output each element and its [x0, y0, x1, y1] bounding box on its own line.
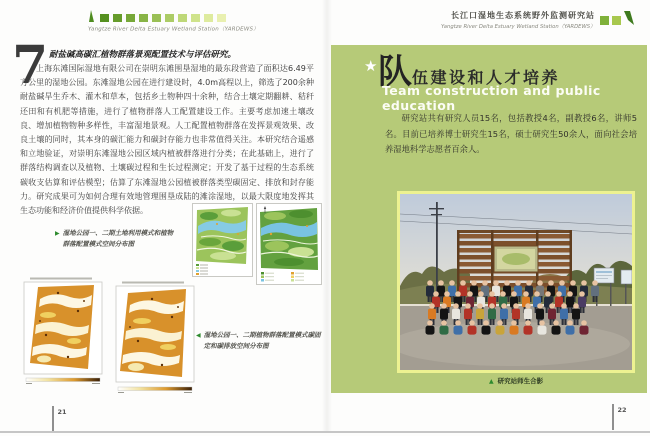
caption-landuse-text: 湿地公园一、二期土地利用模式和植物群落配置模式空间分布图	[62, 229, 174, 248]
logo-squares-row	[88, 13, 313, 22]
right-page-subtitle-en: Team construction and public education	[382, 83, 601, 113]
carbon-map-figure-1	[18, 277, 107, 388]
carbon-map-2	[110, 281, 199, 397]
title-rest-text: 伍建设和人才培养	[412, 68, 561, 87]
logo-square-icon	[165, 14, 174, 22]
logo-square-icon	[152, 14, 161, 22]
leaf-icon	[88, 10, 95, 22]
logo-square-icon	[217, 14, 226, 22]
right-header-station-en: Yangtze River Delta Estuary Wetland Station（YARDEWS）	[440, 23, 595, 30]
left-page-paragraph: 上海东滩国际湿地有限公司在崇明东滩围垦湿地的最东段营造了面积达6.49平方公里的湿地公园。东滩湿地公园在进行建设时，4.0m高程以上，筛选了200余种耐盐碱旱生乔木、灌木和草本，包括乡土物种四十余种，结合土壤定期翻耕、秸秆还田和有机肥等措施，进行了植物群落人工配置建设工作。主要考虑加速土壤改良、增加植物物种多样性，丰富湿地景观。人工配置植物群落在发挥景观效果、改良土壤的同时，其本身的碳汇能力和碳封存能力也非常值得关注。本研究结合遥感和立地验证，对崇明东滩湿地公园区域内植被群落进行分类；在此基础上，进行了群落结构调查以及植物、土壤碳过程和生长过程测定；开发了基于过程的生态系统碳收支估算和评估模型；估算了东滩湿地公园植被群落类型碳固定、排放和封存能力。研究成果可为如何合理有效地管理围垦成陆的滩涂湿地，以最大限度地发挥其生态功能和经济价值提供科学依据。	[20, 64, 314, 216]
group-photo-illustration	[400, 194, 632, 370]
right-header-logo	[420, 10, 636, 31]
colorbar	[118, 387, 192, 393]
logo-squares-row	[600, 11, 636, 25]
title-lead-char: 队	[378, 52, 412, 92]
page-number-rule	[612, 404, 614, 430]
page-number-left-value: 21	[57, 408, 67, 416]
logo-square-icon	[178, 14, 187, 22]
page-number-left	[52, 406, 67, 432]
triangle-left-icon: ◀	[196, 332, 201, 339]
landuse-map-figure-1	[192, 203, 253, 277]
landuse-map-1	[193, 204, 252, 276]
logo-square-icon	[204, 14, 213, 22]
page-number-right-value: 22	[617, 406, 627, 414]
page-number-rule	[52, 406, 54, 432]
bottom-rule	[0, 431, 650, 433]
right-page-paragraph: 研究站共有研究人员15名，包括教授4名，副教授6名，讲师5名。目前已培养博士研究生15名，硕士研究生50余人，面向社会培养湿地科学志愿者百余人。	[385, 113, 637, 154]
leaf-flag-icon	[624, 11, 636, 25]
page-gutter-shadow	[322, 0, 332, 432]
logo-square-icon	[612, 16, 621, 25]
landuse-map-figure-2	[256, 203, 322, 285]
logo-square-icon	[100, 14, 109, 22]
carbon-map-1	[18, 277, 107, 388]
logo-square-icon	[126, 14, 135, 22]
section-title: 耐盐碱高碳汇植物群落景观配置技术与评估研究。	[49, 50, 237, 60]
left-header-logo	[88, 13, 313, 33]
left-header-station-en: Yangtze River Delta Estuary Wetland Station（YARDEWS）	[88, 25, 259, 33]
caption-landuse-maps	[55, 228, 177, 250]
landuse-map-2	[257, 204, 321, 284]
map-legend	[261, 272, 304, 282]
caption-carbon-text: 湿地公园一、二期植物群落配置模式碳固定和碳排放空间分布图	[203, 331, 321, 350]
carbon-map-figure-2	[110, 281, 199, 397]
page-number-right	[612, 404, 627, 430]
photo-caption-text: 研究站师生合影	[497, 377, 544, 385]
triangle-right-icon: ▶	[55, 230, 60, 237]
map-legend	[196, 264, 208, 275]
group-photo	[397, 191, 635, 373]
logo-square-icon	[600, 16, 609, 25]
section-number: 7	[12, 35, 49, 96]
colorbar	[26, 378, 100, 384]
logo-square-icon	[191, 14, 200, 22]
caption-carbon-maps	[196, 330, 322, 352]
photo-caption	[397, 376, 635, 387]
right-page-panel	[331, 45, 647, 393]
logo-square-icon	[139, 14, 148, 22]
triangle-up-icon: ▲	[488, 378, 494, 385]
logo-square-icon	[113, 14, 122, 22]
right-header-station-cn: 长江口湿地生态系统野外监测研究站	[451, 11, 595, 20]
star-icon: ★	[364, 57, 378, 75]
